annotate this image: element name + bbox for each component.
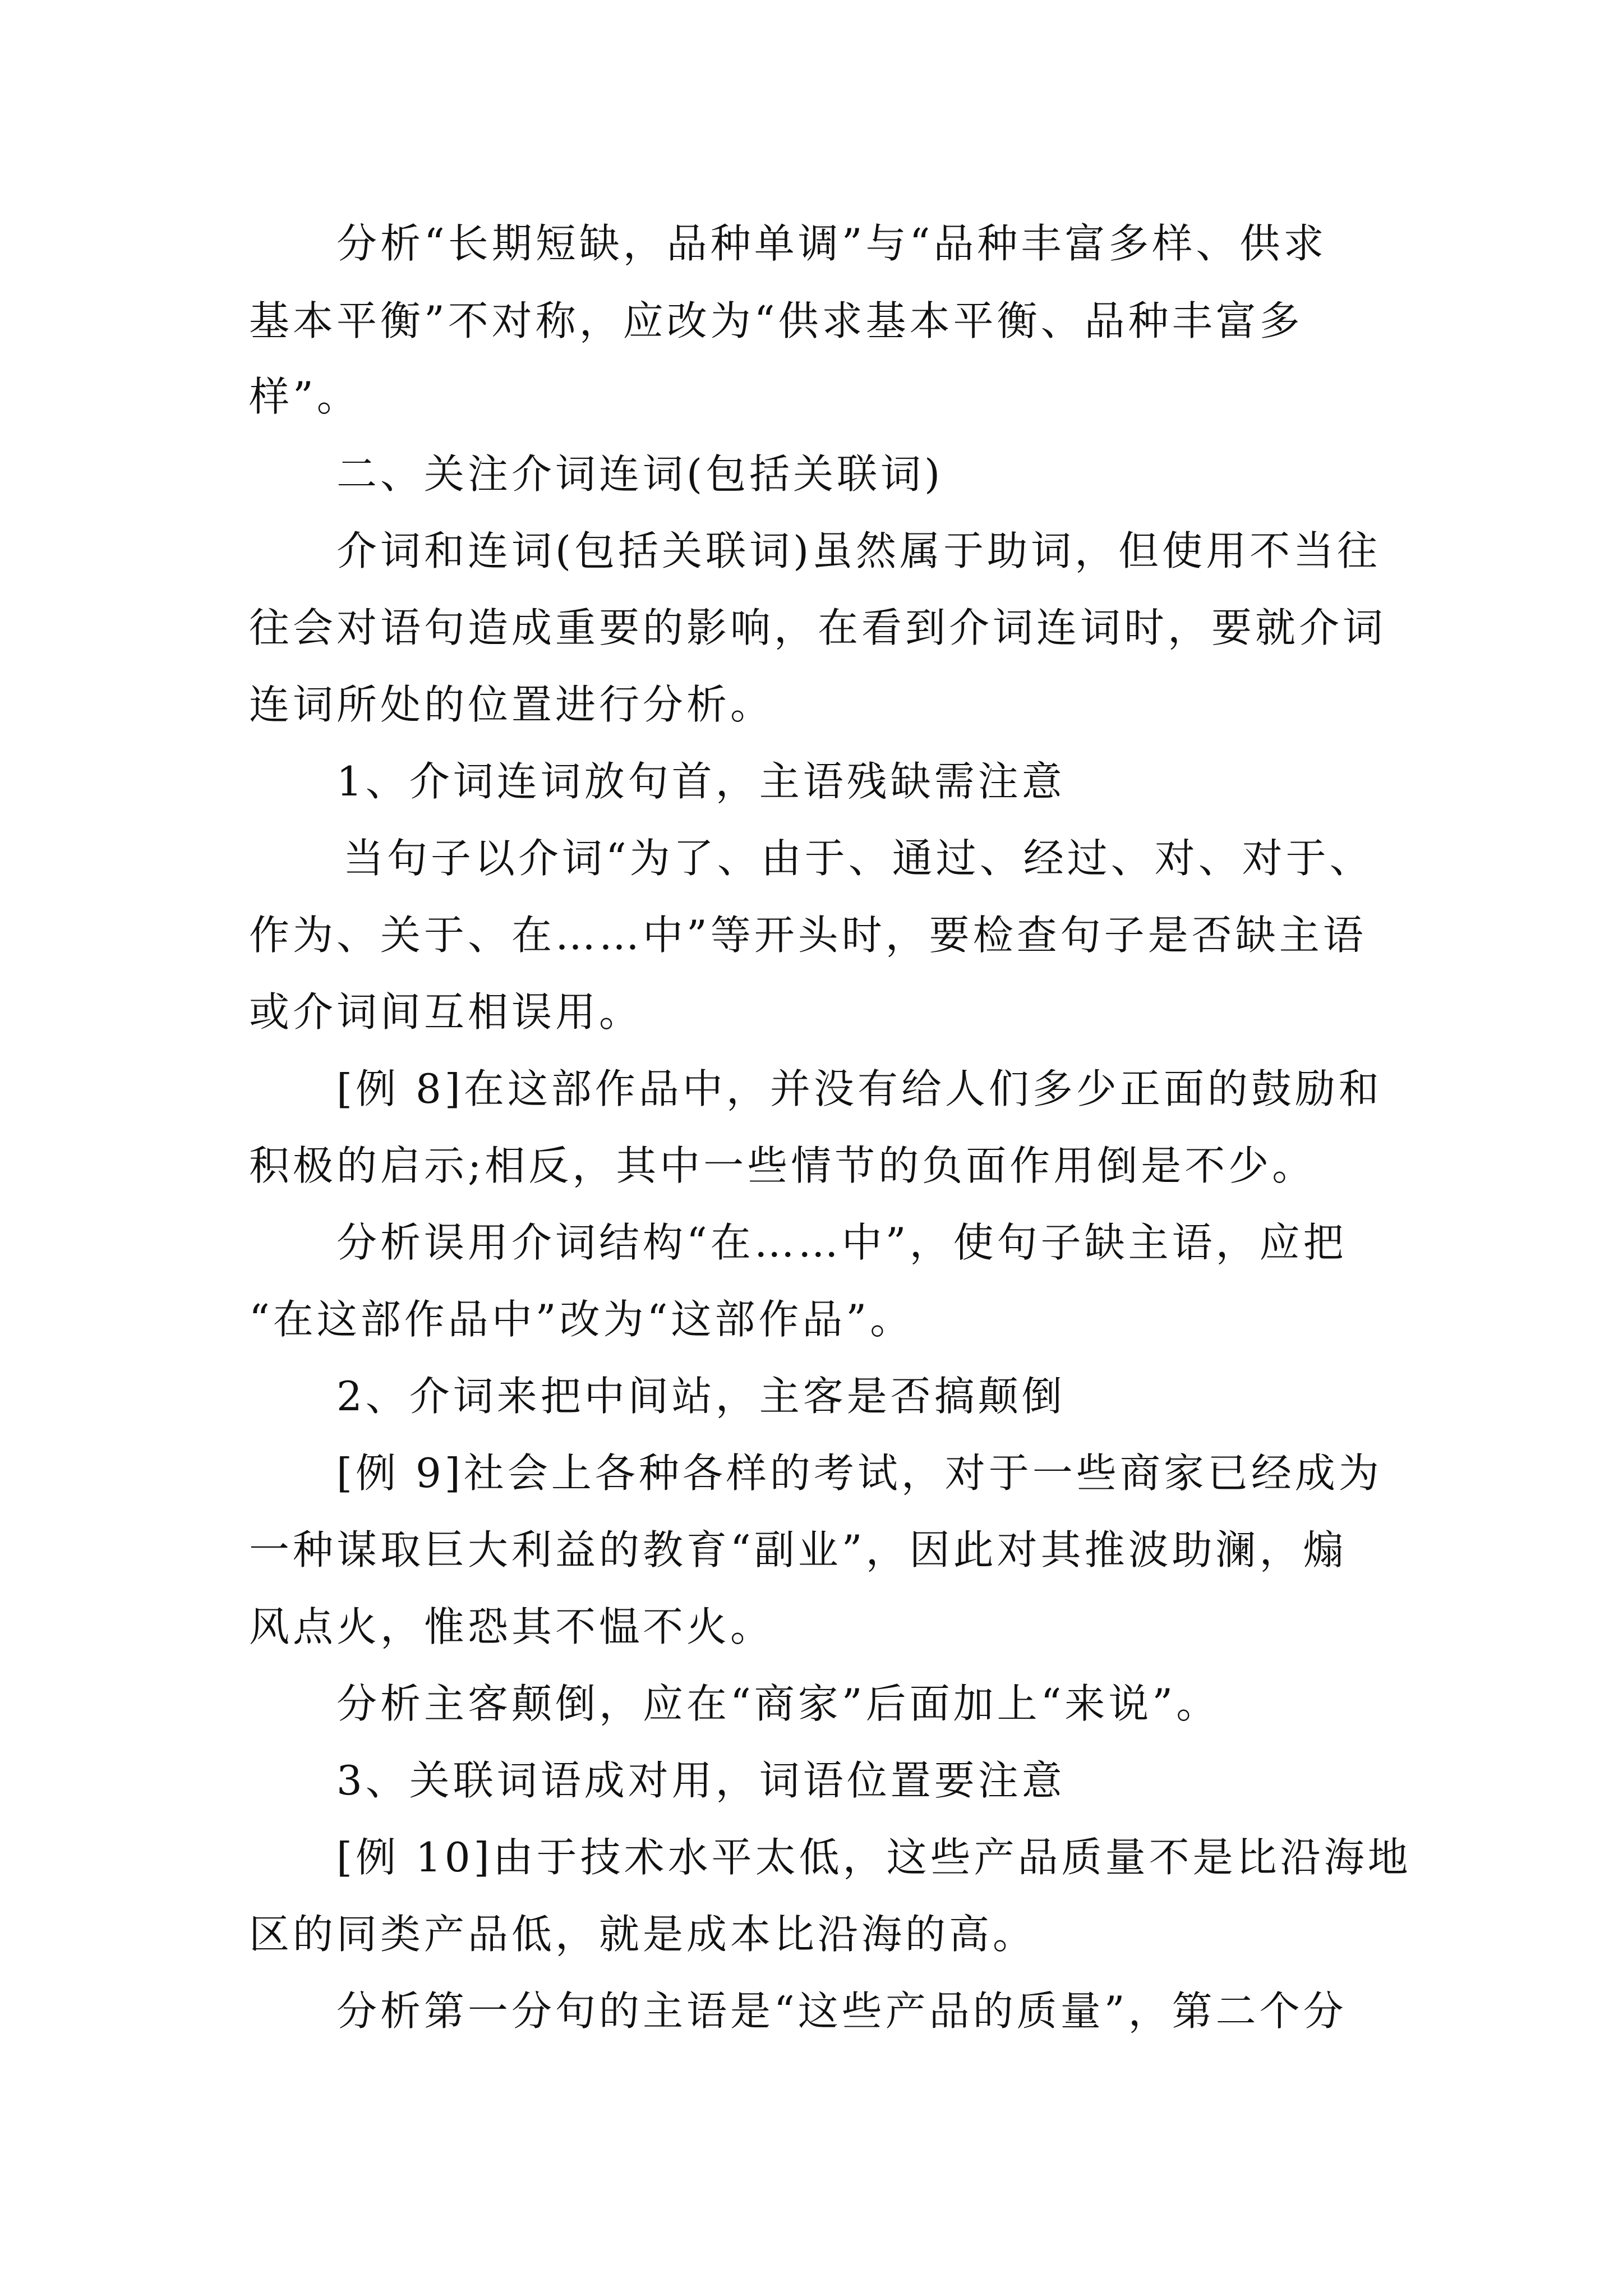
text-line: 样”。 <box>249 373 361 420</box>
subsection-heading: 3、关联词语成对用，词语位置要注意 <box>336 1757 1066 1804</box>
text-line: 区的同类产品低，就是成本比沿海的高。 <box>249 1911 1037 1958</box>
text-line: 风点火，惟恐其不愠不火。 <box>249 1603 774 1650</box>
text-line: 当句子以介词“为了、由于、通过、经过、对、对于、 <box>343 835 1373 882</box>
text-line: 介词和连词(包括关联词)虽然属于助词，但使用不当往 <box>336 527 1381 574</box>
text-line: 积极的启示;相反，其中一些情节的负面作用倒是不少。 <box>249 1142 1316 1189</box>
text-line: 基本平衡”不对称，应改为“供求基本平衡、品种丰富多 <box>249 297 1303 344</box>
text-line: 分析误用介词结构“在……中”，使句子缺主语，应把 <box>336 1219 1347 1266</box>
text-line: 分析第一分句的主语是“这些产品的质量”，第二个分 <box>336 1987 1347 2035</box>
text-line: 连词所处的位置进行分析。 <box>249 681 774 728</box>
text-line: 分析“长期短缺，品种单调”与“品种丰富多样、供求 <box>336 220 1327 267</box>
text-line: 往会对语句造成重要的影响，在看到介词连词时，要就介词 <box>249 604 1387 651</box>
example-line: [例 8]在这部作品中，并没有给人们多少正面的鼓励和 <box>336 1065 1382 1112</box>
text-line: 分析主客颠倒，应在“商家”后面加上“来说”。 <box>336 1680 1220 1727</box>
section-heading: 二、关注介词连词(包括关联词) <box>336 450 944 498</box>
text-line: 一种谋取巨大利益的教育“副业”，因此对其推波助澜，煽 <box>249 1526 1347 1573</box>
text-line: 或介词间互相误用。 <box>249 988 643 1036</box>
text-line: 作为、关于、在……中”等开头时，要检查句子是否缺主语 <box>249 912 1367 959</box>
subsection-heading: 1、介词连词放句首，主语残缺需注意 <box>336 758 1066 805</box>
example-line: [例 10]由于技术水平太低，这些产品质量不是比沿海地 <box>336 1834 1412 1881</box>
example-line: [例 9]社会上各种各样的考试，对于一些商家已经成为 <box>336 1450 1382 1497</box>
subsection-heading: 2、介词来把中间站，主客是否搞颠倒 <box>336 1373 1066 1420</box>
text-line: “在这部作品中”改为“这部作品”。 <box>249 1296 914 1343</box>
